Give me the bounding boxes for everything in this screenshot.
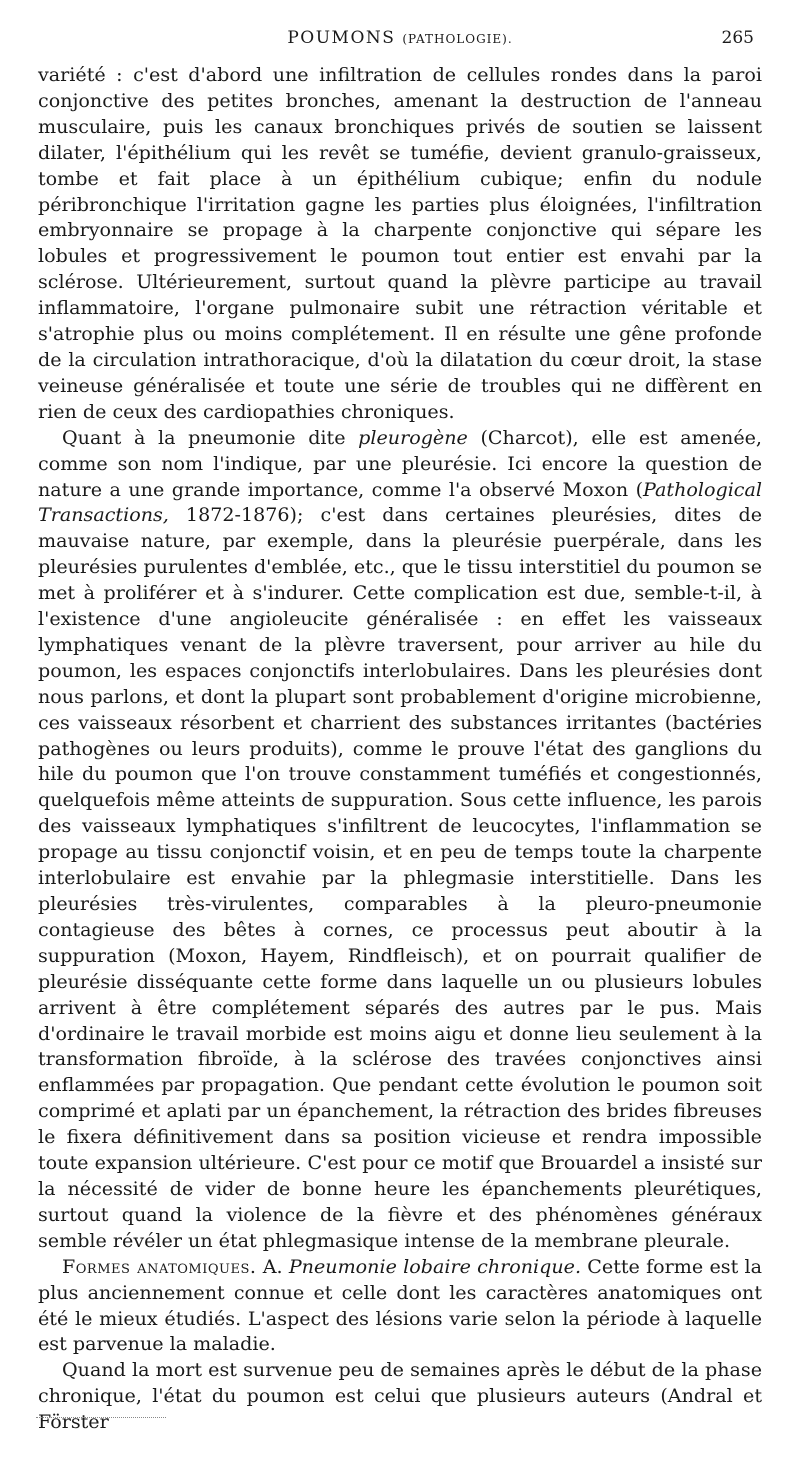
running-head-subtitle: (PATHOLOGIE). — [402, 32, 513, 46]
paragraph-2-part-2: (Charcot), elle est amenée, comme son nom l'indique, par une pleurésie. Ici encore la question de nature a une grande importance, comme l'a observé Moxon ( — [38, 425, 762, 501]
paragraph-1: variété : c'est d'abord une infiltration de cellules rondes dans la paroi conjonctive des petites bronches, amenant la destruction de l'anneau musculaire, puis les canaux bronchiques privés de soutien se laissent dilater, l'épithélium qui les revêt se tuméfie, devient granulo-graisseux, tombe et fait place à un épithélium cubique; enfin du nodule péribronchique l'irritation gagne les parties plus éloignées, l'infiltration embryonnaire se propage à la charpente conjonctive qui sépare les lobules et progressivement le poumon tout entier est envahi par la sclérose. Ultérieurement, surtout quand la plèvre participe au travail inflammatoire, l'organe pulmonaire subit une rétraction véritable et s'atrophie plus ou moins complétement. Il en résulte une gêne profonde de la circulation intrathoracique, d'où la dilatation du cœur droit, la stase veineuse généralisée et toute une série de troubles qui ne diffèrent en rien de ceux des cardiopathies chroniques. — [38, 63, 762, 423]
subsection-title: Pneumonie lobaire chronique. — [288, 1254, 582, 1278]
page-number: 265 — [721, 28, 754, 48]
footer-rule — [36, 1417, 166, 1418]
paragraph-2-emphasis-1: pleurogène — [358, 425, 468, 449]
body-text — [38, 62, 762, 1435]
paragraph-2-part-1: Quant à la pneumonie dite — [62, 425, 359, 449]
running-head-title: POUMONS — [287, 28, 396, 48]
paragraph-2-emphasis-2: Pathological Transactions, — [38, 477, 762, 527]
paragraph-2-part-3: 1872-1876); c'est dans certaines pleurésies, dites de mauvaise nature, par exemple, dans la pleurésie puerpérale, dans les pleurésies purulentes d'emblée, etc., que le tissu interstitiel du poumon se met à proliférer et à s'indurer. Cette complication est due, semble-t-il, à l'existence d'une angioleucite généralisée : en effet les vaisseaux lymphatiques venant de la plèvre traversent, pour arriver au hile du poumon, les espaces conjonctifs interlobulaires. Dans les pleurésies dont nous parlons, et dont la plupart sont probablement d'origine microbienne, ces vaisseaux résorbent et charrient des substances irritantes (bactéries pathogènes ou leurs produits), comme le prouve l'état des ganglions du hile du poumon que l'on trouve constamment tuméfiés et congestionnés, quelquefois même atteints de suppuration. Sous cette influence, les parois des vaisseaux lymphatiques s'infiltrent de leucocytes, l'inflammation se propage au tissu conjonctif voisin, et en peu de temps toute la charpente interlobulaire est envahie par la phlegmasie interstitielle. Dans les pleurésies très-virulentes, comparables à la pleuro-pneumonie contagieuse des bêtes à cornes, ce processus peut aboutir à la suppuration (Moxon, Hayem, Rindfleisch), et on pourrait qualifier de pleurésie disséquante cette forme dans laquelle un ou plusieurs lobules arrivent à être complétement séparés des autres par le pus. Mais d'ordinaire le travail morbide est moins aigu et donne lieu seulement à la transformation fibroïde, à la sclérose des travées conjonctives ainsi enflammées par propagation. Que pendant cette évolution le poumon soit comprimé et aplati par un épanchement, la rétraction des brides fibreuses le fixera définitivement dans sa position vicieuse et rendra impossible toute expansion ultérieure. C'est pour ce motif que Brouardel a insisté sur la nécessité de vider de bonne heure les épanchements pleurétiques, surtout quand la violence de la fièvre et des phénomènes généraux semble révéler un état phlegmasique intense de la membrane pleurale. — [38, 503, 762, 1252]
running-head — [38, 28, 762, 48]
paragraph-4: Quand la mort est survenue peu de semaines après le début de la phase chronique, l'état du poumon est celui que plusieurs auteurs (Andral et Förster — [38, 1358, 762, 1434]
paragraph-3-part-1: A. — [256, 1254, 289, 1278]
paragraph-2 — [38, 425, 762, 1254]
paragraph-3-part-2: Cette forme est la plus anciennement connue et celle dont les caractères anatomiques ont été le mieux étudiés. L'aspect des lésions varie selon la période à laquelle est parvenue la maladie. — [38, 1254, 762, 1356]
paragraph-3 — [38, 1254, 762, 1358]
section-heading: Formes anatomiques. — [62, 1254, 257, 1278]
page-header — [38, 28, 762, 56]
